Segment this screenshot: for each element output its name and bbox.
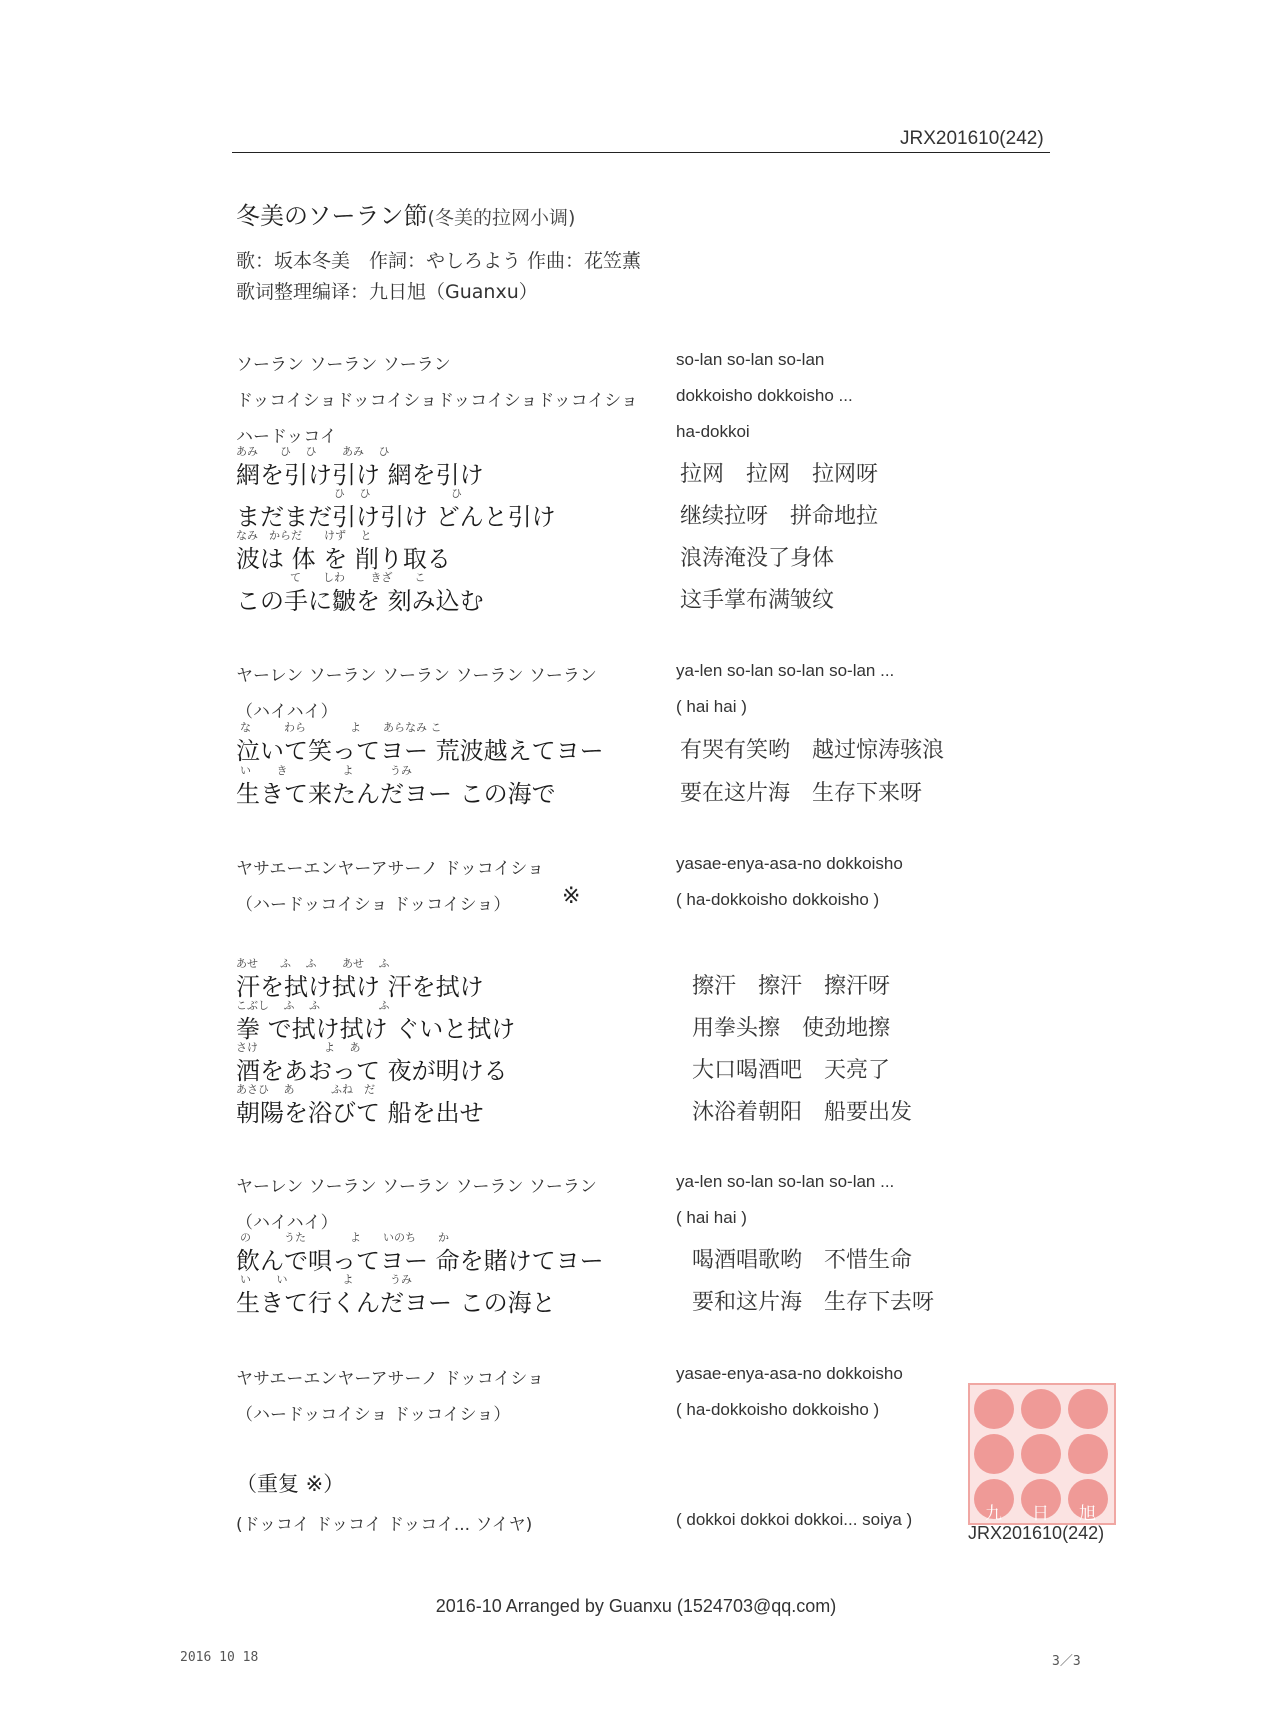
lyric-romaji-line: ya-len so-lan so-lan so-lan ... [676, 1172, 895, 1191]
furigana: の うた よ いのち か [240, 1231, 449, 1244]
lyric-chinese-line: 拉网 拉网 拉网呀 [680, 462, 879, 487]
furigana: な わら よ あらなみ こ [240, 721, 442, 734]
header-rule [232, 152, 1050, 153]
seal-stamp [968, 1383, 1116, 1525]
furigana: ひ ひ ひ [334, 487, 462, 500]
repeat-mark: ※ [562, 884, 581, 909]
furigana: あさひ あ ふね だ [236, 1083, 375, 1096]
lyric-japanese-line: 拳 で拭け拭け ぐいと拭け [236, 1015, 516, 1043]
stamp-dot [1068, 1434, 1108, 1474]
lyric-japanese-line: 泣いて笑ってヨー 荒波越えてヨー [236, 737, 604, 765]
furigana: い き よ うみ [240, 764, 412, 777]
lyric-romaji-line: ( ha-dokkoisho dokkoisho ) [676, 1400, 880, 1419]
lyric-japanese-line: 汗を拭け拭け 汗を拭け [236, 973, 484, 1001]
lyric-romaji-line: yasae-enya-asa-no dokkoisho [676, 854, 903, 873]
lyric-japanese-line: 飲んで唄ってヨー 命を賭けてヨー [236, 1247, 604, 1275]
lyric-japanese-line: 波は 体 を 削り取る [236, 545, 451, 573]
song-title-sub: (冬美的拉网小调) [427, 207, 576, 229]
lyric-japanese-line: 酒をあおって 夜が明ける [236, 1057, 508, 1085]
lyric-chinese-line: 喝酒唱歌哟 不惜生命 [692, 1248, 913, 1273]
lyric-japanese-line: 朝陽を浴びて 船を出せ [236, 1099, 484, 1127]
furigana: い い よ うみ [240, 1273, 412, 1286]
lyric-romaji-line: yasae-enya-asa-no dokkoisho [676, 1364, 903, 1383]
repeat-instruction: （重复 ※） [236, 1472, 345, 1496]
page-number: 3／3 [1052, 1654, 1081, 1669]
lyric-romaji-line: ha-dokkoi [676, 422, 750, 441]
furigana: あみ ひ ひ あみ ひ [236, 445, 390, 458]
lyric-japanese-line: 生きて行くんだヨー この海と [236, 1289, 556, 1317]
stamp-dot [1021, 1434, 1061, 1474]
stamp-char: 旭 [1079, 1504, 1096, 1524]
document-code: JRX201610(242) [900, 128, 1044, 149]
lyric-japanese-line: 網を引け引け 網を引け [236, 461, 484, 489]
lyric-kana-line: ヤサエーエンヤーアサーノ ドッコイショ [236, 859, 545, 879]
lyric-kana-line: ヤーレン ソーラン ソーラン ソーラン ソーラン [236, 1177, 597, 1197]
lyric-kana-line: ハードッコイ [236, 427, 337, 447]
lyric-kana-line: ドッコイショドッコイショドッコイショドッコイショ [236, 391, 638, 411]
song-title-main: 冬美のソーラン節 [236, 202, 428, 230]
lyric-japanese-line: まだまだ引け引け どんと引け [236, 503, 556, 531]
furigana: なみ からだ けず と [236, 529, 372, 542]
credits [236, 246, 641, 308]
lyric-chinese-line: 大口喝酒吧 天亮了 [692, 1058, 891, 1083]
lyric-romaji-line: dokkoisho dokkoisho ... [676, 386, 853, 405]
lyric-kana-line: （ハードッコイショ ドッコイショ） [236, 1405, 511, 1425]
lyric-kana-line: (ドッコイ ドッコイ ドッコイ... ソイヤ) [236, 1515, 533, 1535]
lyric-chinese-line: 这手掌布满皱纹 [680, 588, 835, 613]
furigana: こぶし ふ ふ ふ [236, 999, 390, 1012]
lyric-chinese-line: 继续拉呀 拼命地拉 [680, 504, 879, 529]
lyric-romaji-line: ( hai hai ) [676, 697, 747, 716]
lyric-chinese-line: 浪涛淹没了身体 [680, 546, 835, 571]
stamp-dot [974, 1389, 1014, 1429]
lyric-chinese-line: 要和这片海 生存下去呀 [692, 1290, 935, 1315]
stamp-char: 日 [1032, 1504, 1049, 1524]
stamp-dot [1068, 1389, 1108, 1429]
lyric-chinese-line: 擦汗 擦汗 擦汗呀 [692, 974, 891, 999]
lyric-romaji-line: ( dokkoi dokkoi dokkoi... soiya ) [676, 1510, 913, 1529]
credits-line-2: 歌词整理编译：九日旭（Guanxu） [236, 281, 538, 303]
stamp-char: 九 [985, 1504, 1002, 1524]
lyric-japanese-line: 生きて来たんだヨー この海で [236, 780, 556, 808]
lyric-kana-line: （ハイハイ） [236, 1213, 338, 1233]
footer-arranged: 2016-10 Arranged by Guanxu (1524703@qq.com) [435, 1596, 837, 1616]
lyric-romaji-line: ( hai hai ) [676, 1208, 747, 1227]
credits-line-1: 歌：坂本冬美 作詞：やしろよう 作曲：花笠薫 [236, 250, 642, 272]
lyric-chinese-line: 要在这片海 生存下来呀 [680, 781, 923, 806]
lyric-chinese-line: 沐浴着朝阳 船要出发 [692, 1100, 913, 1125]
song-title [236, 196, 575, 231]
lyric-kana-line: ヤーレン ソーラン ソーラン ソーラン ソーラン [236, 666, 597, 686]
lyric-romaji-line: so-lan so-lan so-lan [676, 350, 825, 369]
lyric-chinese-line: 用拳头擦 使劲地擦 [692, 1016, 891, 1041]
stamp-code: JRX201610(242) [968, 1523, 1105, 1543]
furigana: さけ よ あ [236, 1041, 361, 1054]
lyric-japanese-line: この手に皺を 刻み込む [236, 587, 484, 615]
lyric-kana-line: ヤサエーエンヤーアサーノ ドッコイショ [236, 1369, 545, 1389]
lyric-romaji-line: ya-len so-lan so-lan so-lan ... [676, 661, 895, 680]
footer-date: 2016 10 18 [180, 1650, 259, 1665]
lyric-kana-line: （ハードッコイショ ドッコイショ） [236, 895, 511, 915]
lyric-romaji-line: ( ha-dokkoisho dokkoisho ) [676, 890, 880, 909]
lyric-kana-line: ソーラン ソーラン ソーラン [236, 355, 451, 375]
stamp-dot [1021, 1389, 1061, 1429]
stamp-dot [974, 1434, 1014, 1474]
furigana: あせ ふ ふ あせ ふ [236, 957, 390, 970]
lyric-chinese-line: 有哭有笑哟 越过惊涛骇浪 [680, 738, 945, 763]
furigana: て しわ きざ こ [290, 571, 426, 584]
lyric-kana-line: （ハイハイ） [236, 702, 338, 722]
